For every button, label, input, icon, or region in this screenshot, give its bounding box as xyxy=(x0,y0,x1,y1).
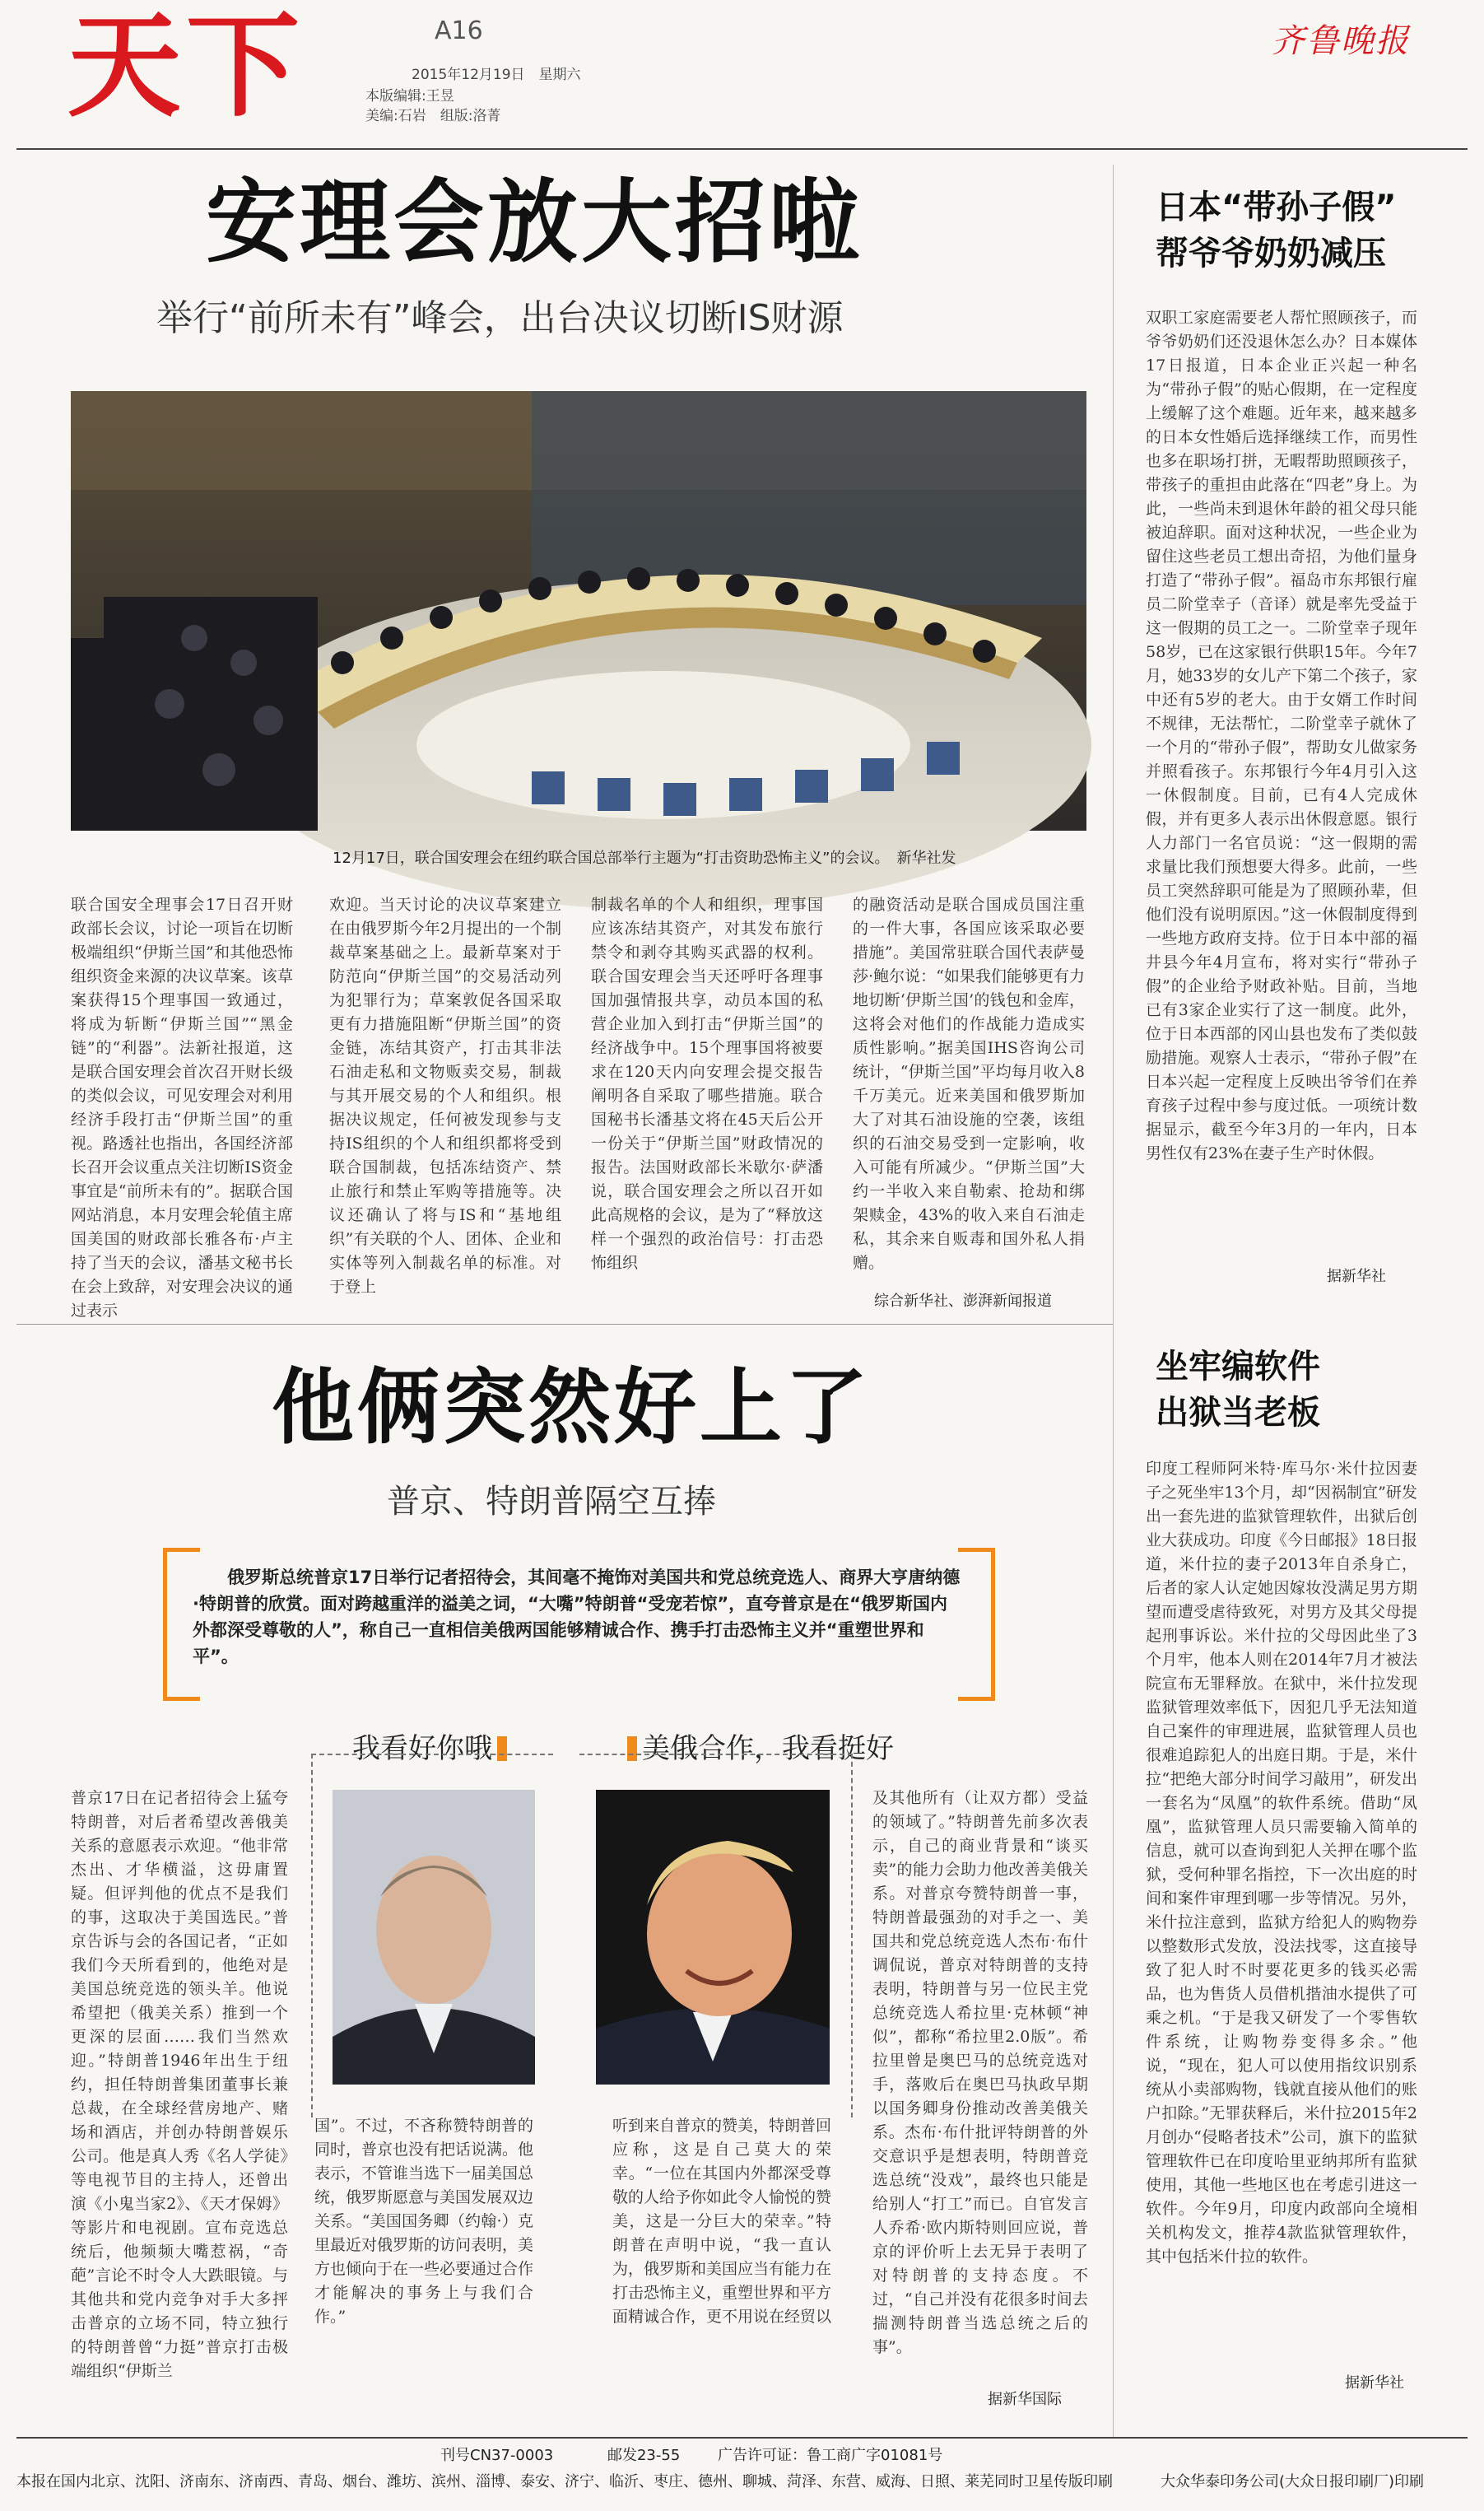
page-number: A16 xyxy=(435,16,483,45)
section-title: 天下 xyxy=(67,0,305,133)
story2-subhead: 普京、特朗普隔空互捧 xyxy=(387,1483,716,1521)
issue-date: 2015年12月19日 星期六 xyxy=(412,67,581,83)
dashed-frame-right xyxy=(579,1754,853,2117)
masthead xyxy=(0,0,1484,148)
sidebar2-source: 据新华社 xyxy=(1345,2374,1404,2392)
story2-lede: 俄罗斯总统普京17日举行记者招待会，其间毫不掩饰对美国共和党总统竞选人、商界大亨唐纳德·特朗普的欣赏。面对跨越重洋的溢美之词，“大嘴”特朗普“受宠若惊”，直夸普京是在“俄罗斯国内外都深受尊敬的人”，称自己一直相信美俄两国能够精诚合作、携手打击恐怖主义并“重塑世界和平”。 xyxy=(193,1568,961,1666)
right-label-text: 美俄合作，我看挺好 xyxy=(642,1732,894,1765)
story2-column-mid: 国”。不过，不吝称赞特朗普的同时，普京也没有把话说满。他表示，不管谁当选下一届美国总统，俄罗斯愿意与美国发展双边关系。“美国国务卿（约翰·）克里最近对俄罗斯的访问表明，美方也倾向于在一些必要通过合作才能解决的事务上与我们合作。” xyxy=(314,2117,534,2326)
story1-source: 综合新华社、澎湃新闻报道 xyxy=(874,1293,1052,1310)
sidebar1-title-line2: 帮爷爷奶奶减压 xyxy=(1156,235,1386,273)
story1-photo-caption: 12月17日，联合国安理会在纽约联合国总部举行主题为“打击资助恐怖主义”的会议。 新华社发 xyxy=(333,850,956,867)
sidebar2-title xyxy=(1156,1344,1320,1436)
dashed-frame-left xyxy=(311,1754,553,2117)
footer-line1 xyxy=(440,2443,942,2465)
footer-rule xyxy=(16,2437,1468,2439)
sidebar1-title-line1: 日本“带孙子假” xyxy=(1156,189,1397,226)
editor-credit: 本版编辑:王昱 xyxy=(365,88,454,105)
footer-postal: 邮发23-55 xyxy=(607,2447,681,2464)
sidebar1-body: 双职工家庭需要老人帮忙照顾孩子，而爷爷奶奶们还没退休怎么办？日本媒体17日报道，日本企业正兴起一种名为“带孙子假”的贴心假期，在一定程度上缓解了这个难题。近年来，越来越多的日本女性婚后选择继续工作，而男性也多在职场打拼，无暇帮助照顾孩子，带孩子的重担由此落在“四老”身上。为此，一些尚未到退休年龄的祖父母只能被迫辞职。面对这种状况，一些企业为留住这些老员工想出奇招，为他们量身打造了“带孙子假”。福岛市东邦银行雇员二阶堂幸子（音译）就是率先受益于这一假期的员工之一。二阶堂幸子现年58岁，已在这家银行供职15年。今年7月，她33岁的女儿产下第二个孩子，家中还有5岁的老大。由于女婿工作时间不规律，无法帮忙，二阶堂幸子就休了一个月的“带孙子假”，帮助女儿做家务并照看孩子。东邦银行今年4月引入这一休假制度。目前，已有4人完成休假，并有更多人表示出休假意愿。银行人力部门一名官员说：“这一假期的需求量比我们预想要大得多。此前，一些员工突然辞职可能是为了照顾孙辈，但他们没有说明原因。”这一休假制度得到一些地方政府支持。位于日本中部的福井县今年4月宣布，将对实行“带孙子假”的企业给予财政补贴。目前，当地已有3家企业实行了这一制度。此外，位于日本西部的冈山县也发布了类似鼓励措施。观察人士表示，“带孙子假”在日本兴起一定程度上反映出爷爷们在养育孩子过程中参与度过低。一项统计数据显示，截至今年3月的一年内，日本男性仅有23%在妻子生产时休假。 xyxy=(1146,309,1417,1162)
sidebar2-title-line1: 坐牢编软件 xyxy=(1156,1348,1320,1386)
story2-column-right: 及其他所有（让双方都）受益的领域了。”特朗普先前多次表示，自己的商业背景和“谈买卖”的能力会助力他改善美俄关系。对普京夸赞特朗普一事，特朗普最强劲的对手之一、美国共和党总统竞选人杰布·布什调侃说，普京对特朗普的支持表明，特朗普与另一位民主党总统竞选人希拉里·克林顿“神似”，都称“希拉里2.0版”。希拉里曾是奥巴马的总统竞选对手，落败后在奥巴马执政早期以国务卿身份推动改善美俄关系。杰布·布什批评特朗普的外交意识乎是想表明，特朗普竞选总统“没戏”，最终也只能是给别人“打工”而已。自官发言人乔希·欧内斯特则回应说，普京的评价听上去无异于表明了对特朗普的支持态度。不过，“自己并没有花很多时间去揣测特朗普当选总统之后的事”。 xyxy=(872,1789,1088,2356)
security-council-chamber-image xyxy=(71,391,1086,831)
story1-column-3: 制裁名单的个人和组织，理事国应该冻结其资产，对其发布旅行禁令和剥夺其购买武器的权利。联合国安理会当天还呼吁各理事国加强情报共享，动员本国的私营企业加入到打击“伊斯兰国”的经济战争中。15个理事国将被要求在120天内向安理会提交报告阐明各自采取了哪些措施。联合国秘书长潘基文将在45天后公开一份关于“伊斯兰国”财政情况的报告。法国财政部长米歇尔·萨潘说，联合国安理会之所以召开如此高规格的会议，是为了“释放这样一个强烈的政治信号：打击恐怖组织 xyxy=(591,896,823,1272)
story2-headline: 他俩突然好上了 xyxy=(272,1359,871,1456)
design-credit: 美编:石岩 组版:洛菁 xyxy=(365,108,501,124)
sidebar1-title xyxy=(1156,184,1397,277)
story1-headline: 安理会放大招啦 xyxy=(206,170,863,275)
sidebar2-body: 印度工程师阿米特·库马尔·米什拉因妻子之死坐牢13个月，却“因祸制宜”研发出一套先进的监狱管理软件，出狱后创业大获成功。印度《今日邮报》18日报道，米什拉的妻子2013年自杀身亡，后者的家人认定她因嫁妆没满足男方期望而遭受虐待致死，对男方及其父母提起刑事诉讼。米什拉的父母因此坐了3个月牢，他本人则在2014年7月才被法院宣布无罪释放。在狱中，米什拉发现监狱管理效率低下，因犯几乎无法知道自己案件的审理进展，监狱管理人员也很难追踪犯人的出庭日期。于是，米什拉“把绝大部分时间学习敲用”，研发出一套名为“凤凰”的软件系统。借助“凤凰”，监狱管理人员只需要输入简单的信息，就可以查询到犯人关押在哪个监狱，受何种罪名指控，下一次出庭的时间和案件审理到哪一步等情况。另外，米什拉注意到，监狱方给犯人的购物券以整数形式发放，没法找零，这直接导致了犯人时不时要花更多的钱买必需品，也为售货人员借机揩油水提供了可乘之机。“于是我又研发了一个零售软件系统，让购物券变得多余。”他说，“现在，犯人可以使用指纹识别系统从小卖部购物，钱就直接从他们的账户扣除。”无罪获释后，米什拉2015年2月创办“侵略者技术”公司，旗下的监狱管理软件已在印度哈里亚纳邦所有监狱使用，其他一些地区也在考虑引进这一软件。今年9月，印度内政部向全境相关机构发文，推荐4款监狱管理软件，其中包括米什拉的软件。 xyxy=(1146,1460,1417,2266)
story2-column-left: 普京17日在记者招待会上猛夸特朗普，对后者希望改善俄美关系的意愿表示欢迎。“他非常杰出、才华横溢，这毋庸置疑。但评判他的优点不是我们的事，这取决于美国选民。”普京告诉与会的各国记者，“正如我们今天所看到的，他绝对是美国总统竞选的领头羊。他说希望把（俄美关系）推到一个更深的层面……我们当然欢迎。”特朗普1946年出生于纽约，担任特朗普集团董事长兼总裁，在全球经营房地产、赌场和酒店，并创办特朗普娱乐公司。他是真人秀《名人学徒》等电视节目的主持人，还曾出演《小鬼当家2》、《天才保姆》等影片和电视剧。宣布竞选总统后，他频频大嘴惹祸，“奇葩”言论不时令人大跌眼镜。与其他共和党内竞争对手大多抨击普京的立场不同，特立独行的特朗普曾“力挺”普京打击极端组织“伊斯兰 xyxy=(71,1789,288,2380)
story1-column-4: 的融资活动是联合国成员国注重的一件大事，各国应该采取必要措施”。美国常驻联合国代表萨曼莎·鲍尔说：“如果我们能够更有力地切断‘伊斯兰国’的钱包和金库，这将会对他们的作战能力造成实质性影响。”据美国IHS咨询公司统计，“伊斯兰国”平均每月收入8千万美元。近来美国和俄罗斯加大了对其石油设施的空袭，该组织的石油交易受到一定影响，收入可能有所减少。“伊斯兰国”大约一半收入来自勒索、抢劫和绑架赎金，43%的收入来自石油走私，其余来自贩毒和国外私人捐赠。 xyxy=(853,896,1085,1272)
footer-issn: 刊号CN37-0003 xyxy=(440,2447,554,2464)
column-divider xyxy=(1113,165,1114,2437)
sidebar1-source: 据新华社 xyxy=(1327,1268,1386,1285)
footer-ad-license: 广告许可证：鲁工商广字01081号 xyxy=(718,2447,943,2464)
section-rule xyxy=(16,1324,1113,1325)
story1-column-1: 联合国安全理事会17日召开财政部长会议，讨论一项旨在切断极端组织“伊斯兰国”和其他恐怖组织资金来源的决议草案。该草案获得15个理事国一致通过，将成为斩断“伊斯兰国”“黑金链”的“利器”。法新社报道，这是联合国安理会首次召开财长级的类似会议，可见安理会对利用经济手段打击“伊斯兰国”的重视。路透社也指出，各国经济部长召开会议重点关注切断IS资金事宜是“前所未有的”。据联合国网站消息，本月安理会轮值主席国美国的财政部长雅各布·卢主持了当天的会议，潘基文秘书长在会上致辞，对安理会决议的通过表示 xyxy=(71,896,293,1320)
masthead-rule xyxy=(16,148,1468,150)
story1-column-2: 欢迎。当天讨论的决议草案建立在由俄罗斯今年2月提出的一个制裁草案基础之上。最新草案对于防范向“伊斯兰国”的交易活动列为犯罪行为；草案敦促各国采取更有力措施阻断“伊斯兰国”的资金链，冻结其资产，打击其非法石油走私和文物贩卖交易，制裁与其开展交易的个人和组织。根据决议规定，任何被发现参与支持IS组织的个人和组织都将受到联合国制裁，包括冻结资产、禁止旅行和禁止军购等措施等。决议还确认了将与IS和“基地组织”有关联的个人、团体、企业和实体等列入制裁名单的标准。对于登上 xyxy=(329,896,561,1296)
story2-column-mid2: 听到来自普京的赞美，特朗普回应称，这是自己莫大的荣幸。“一位在其国内外都深受尊敬的人给予你如此令人愉悦的赞美，这是一分巨大的荣幸。”特朗普在声明中说，“我一直认为，俄罗斯和美国应当有能力在打击恐怖主义，重塑世界和平方面精诚合作，更不用说在经贸以 xyxy=(612,2117,832,2326)
footer-print-sites: 本报在国内北京、沈阳、济南东、济南西、青岛、烟台、潍坊、滨州、淄博、泰安、济宁、临沂、枣庄、德州、聊城、菏泽、东营、威海、日照、莱芜同时卫星传版印刷 xyxy=(16,2473,1113,2490)
footer-printer: 大众华泰印务公司(大众日报印刷厂)印刷 xyxy=(1161,2473,1425,2490)
story1-subhead: 举行“前所未有”峰会，出台决议切断IS财源 xyxy=(156,297,844,339)
story2-source: 据新华国际 xyxy=(988,2391,1062,2408)
newspaper-logo: 齐鲁晚报 xyxy=(1272,22,1410,60)
lede-bracket-right xyxy=(958,1548,995,1701)
left-label-text: 我看好你哦 xyxy=(352,1732,492,1765)
sidebar2-title-line2: 出狱当老板 xyxy=(1156,1394,1320,1432)
story1-photo xyxy=(71,391,1086,831)
